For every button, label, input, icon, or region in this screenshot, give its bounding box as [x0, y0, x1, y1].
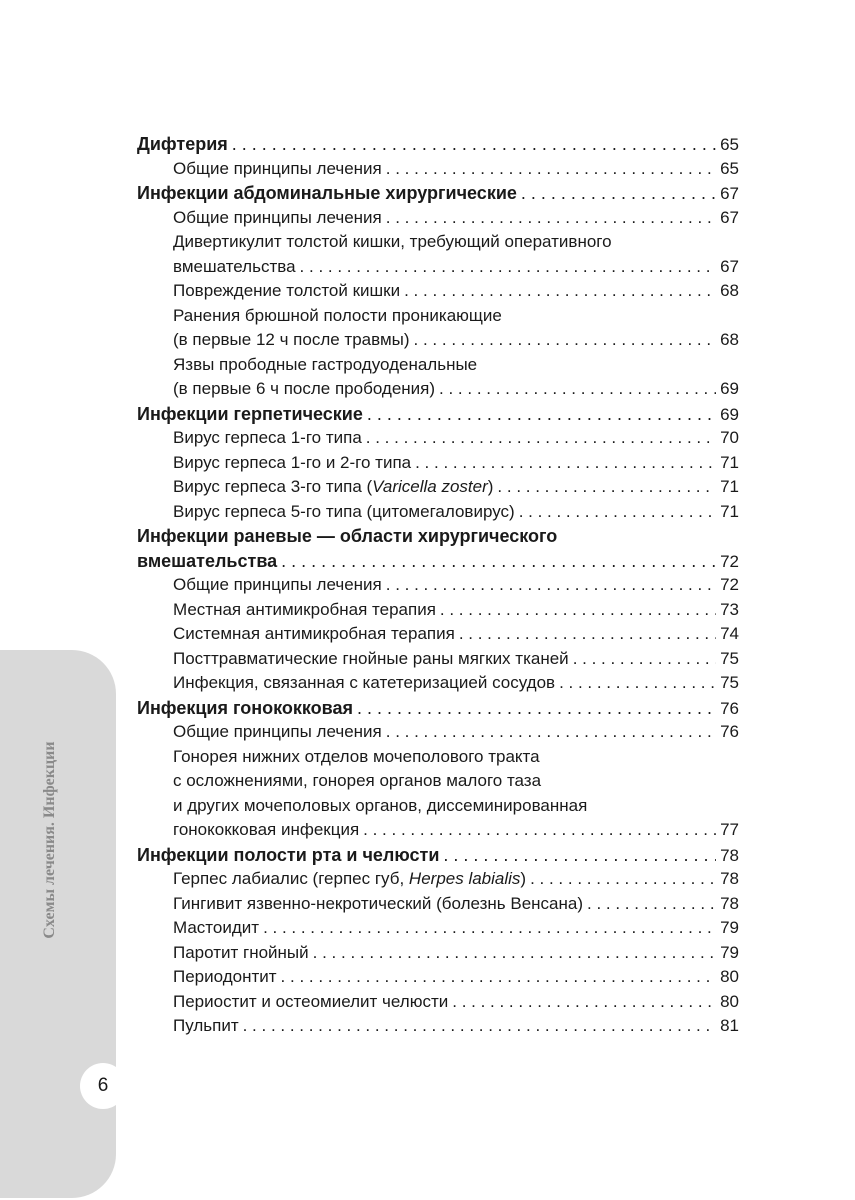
toc-entry[interactable] — [137, 328, 739, 353]
leader-dots — [243, 1014, 716, 1039]
toc-entry-title: Повреждение толстой кишки — [173, 281, 401, 300]
running-title-text: Схемы лечения. Инфекции — [41, 741, 58, 939]
leader-dots — [300, 255, 717, 280]
toc-heading[interactable] — [137, 696, 739, 721]
toc-entry-title: Вирус герпеса 5-го типа (цитомегаловирус) — [173, 501, 515, 521]
toc-entry[interactable] — [137, 500, 739, 525]
leader-dots — [497, 475, 716, 500]
toc-page-number: 70 — [720, 428, 739, 447]
toc-entry-title: Язвы прободные гастродуоденальные — [173, 354, 478, 374]
title-part: ) — [520, 869, 527, 888]
toc-page-number: 75 — [720, 673, 739, 692]
toc-entry-title: Системная антимикробная терапия — [173, 624, 455, 643]
toc-entry[interactable] — [137, 867, 739, 892]
toc-entry[interactable] — [137, 475, 739, 500]
toc-page-number: 78 — [720, 869, 739, 888]
toc-entry[interactable] — [137, 279, 739, 304]
toc-entry-title: Гингивит язвенно-некротический (болезнь Венсана) — [173, 893, 584, 913]
leader-dots — [366, 426, 716, 451]
toc-page-number: 78 — [720, 893, 739, 913]
toc-page-number: 72 — [720, 575, 739, 594]
toc-entry[interactable] — [137, 622, 739, 647]
toc-heading-title: вмешательства — [137, 550, 278, 571]
toc-entry[interactable] — [137, 941, 739, 966]
title-part: ) — [487, 477, 494, 496]
toc-entry-line[interactable] — [137, 230, 739, 255]
toc-page-number: 71 — [720, 477, 739, 496]
toc-entry-line[interactable] — [137, 304, 739, 329]
leader-dots — [232, 132, 716, 157]
toc-page-number: 71 — [720, 501, 739, 521]
toc-heading-title: Инфекции герпетические — [137, 403, 363, 424]
toc-entry-title — [173, 867, 526, 892]
toc-entry[interactable] — [137, 965, 739, 990]
toc-heading-title: Инфекция гонококковая — [137, 697, 353, 718]
toc-entry[interactable] — [137, 598, 739, 623]
leader-dots — [439, 377, 716, 402]
toc-heading-title: Инфекции полости рта и челюсти — [137, 844, 440, 865]
toc-page-number: 76 — [720, 698, 739, 718]
toc-entry-title: Общие принципы лечения — [173, 207, 382, 227]
latin-name: Varicella zoster — [372, 477, 488, 496]
page-number: 6 — [80, 1063, 126, 1109]
toc-page-number: 79 — [720, 918, 739, 937]
toc-entry[interactable] — [137, 157, 739, 182]
toc-entry-title: вмешательства — [173, 256, 296, 276]
toc-entry-title: (в первые 12 ч после травмы) — [173, 330, 410, 349]
toc-entry-title: Периодонтит — [173, 967, 277, 986]
toc-entry[interactable] — [137, 573, 739, 598]
toc-entry[interactable] — [137, 990, 739, 1015]
toc-heading[interactable] — [137, 181, 739, 206]
leader-dots — [281, 965, 717, 990]
toc-entry-title — [173, 475, 493, 500]
leader-dots — [386, 720, 716, 745]
toc-entry-title: Периостит и остеомиелит челюсти — [173, 991, 449, 1011]
leader-dots — [367, 402, 716, 427]
toc-heading[interactable] — [137, 132, 739, 157]
toc-page-number: 78 — [720, 845, 739, 865]
toc-page-number: 80 — [720, 967, 739, 986]
toc-page-number: 73 — [720, 599, 739, 619]
toc-entry-title: Дивертикулит толстой кишки, требующий оперативного — [173, 232, 612, 251]
toc-entry-title: Инфекция, связанная с катетеризацией сосудов — [173, 673, 556, 692]
toc-page-number: 74 — [720, 624, 739, 643]
leader-dots — [415, 451, 716, 476]
leader-dots — [357, 696, 716, 721]
toc-page-number: 67 — [720, 207, 739, 227]
toc-page-number: 68 — [720, 281, 739, 300]
table-of-contents — [137, 132, 739, 1039]
toc-entry-title: Паротит гнойный — [173, 942, 309, 962]
toc-entry-title: Вирус герпеса 1-го и 2-го типа — [173, 452, 412, 472]
toc-entry-title: Гонорея нижних отделов мочеполового тракта — [173, 746, 540, 766]
toc-page-number: 69 — [720, 379, 739, 398]
toc-entry[interactable] — [137, 426, 739, 451]
leader-dots — [414, 328, 717, 353]
title-part: Герпес лабиалис (герпес губ, — [173, 869, 409, 888]
toc-page-number: 65 — [720, 135, 739, 154]
toc-page-number: 81 — [720, 1016, 739, 1035]
leader-dots — [281, 549, 716, 574]
leader-dots — [530, 867, 716, 892]
toc-entry[interactable] — [137, 892, 739, 917]
toc-entry-title: Вирус герпеса 1-го типа — [173, 428, 362, 447]
toc-entry-line[interactable] — [137, 353, 739, 378]
leader-dots — [404, 279, 716, 304]
toc-page-number: 76 — [720, 722, 739, 741]
toc-heading[interactable] — [137, 402, 739, 427]
toc-entry-title: Пульпит — [173, 1016, 239, 1035]
toc-entry-title: Мастоидит — [173, 918, 260, 937]
leader-dots — [386, 206, 716, 231]
toc-heading-title: Дифтерия — [137, 134, 228, 154]
toc-entry[interactable] — [137, 255, 739, 280]
toc-entry-title: (в первые 6 ч после прободения) — [173, 379, 436, 398]
toc-heading-title: Инфекции раневые — области хирургического — [137, 526, 558, 546]
toc-page-number: 68 — [720, 330, 739, 349]
toc-entry[interactable] — [137, 647, 739, 672]
toc-entry-line[interactable] — [137, 769, 739, 794]
title-part: Вирус герпеса 3-го типа ( — [173, 477, 373, 496]
toc-entry-title: гонококковая инфекция — [173, 820, 360, 839]
toc-heading-line[interactable] — [137, 524, 739, 549]
toc-entry-title: и других мочеполовых органов, диссеминированная — [173, 795, 588, 815]
leader-dots — [521, 181, 716, 206]
toc-entry[interactable] — [137, 720, 739, 745]
leader-dots — [519, 500, 716, 525]
toc-page-number: 69 — [720, 404, 739, 424]
toc-entry-title: Общие принципы лечения — [173, 722, 382, 741]
leader-dots — [443, 843, 716, 868]
leader-dots — [263, 916, 716, 941]
leader-dots — [587, 892, 716, 917]
toc-entry-line[interactable] — [137, 745, 739, 770]
leader-dots — [573, 647, 716, 672]
leader-dots — [363, 818, 716, 843]
toc-entry-title: Ранения брюшной полости проникающие — [173, 305, 502, 325]
toc-page-number: 80 — [720, 991, 739, 1011]
toc-page-number: 67 — [720, 184, 739, 203]
toc-entry-title: Общие принципы лечения — [173, 158, 382, 178]
toc-entry[interactable] — [137, 1014, 739, 1039]
toc-heading[interactable] — [137, 843, 739, 868]
toc-entry-title: Посттравматические гнойные раны мягких тканей — [173, 648, 569, 668]
toc-page-number: 75 — [720, 648, 739, 668]
leader-dots — [559, 671, 716, 696]
toc-page-number: 77 — [720, 820, 739, 839]
toc-page-number: 72 — [720, 551, 739, 571]
leader-dots — [386, 157, 716, 182]
toc-page-number: 65 — [720, 158, 739, 178]
toc-entry[interactable] — [137, 206, 739, 231]
toc-entry-title: Местная антимикробная терапия — [173, 599, 436, 619]
toc-entry-line[interactable] — [137, 794, 739, 819]
toc-heading-title: Инфекции абдоминальные хирургические — [137, 183, 517, 203]
leader-dots — [313, 941, 716, 966]
toc-entry[interactable] — [137, 818, 739, 843]
toc-page-number: 71 — [720, 452, 739, 472]
toc-entry[interactable] — [137, 451, 739, 476]
toc-entry-title: Общие принципы лечения — [173, 575, 382, 594]
leader-dots — [452, 990, 716, 1015]
toc-heading[interactable] — [137, 549, 739, 574]
leader-dots — [386, 573, 716, 598]
toc-entry[interactable] — [137, 671, 739, 696]
toc-entry[interactable] — [137, 916, 739, 941]
toc-entry[interactable] — [137, 377, 739, 402]
latin-name: Herpes labialis — [408, 869, 521, 888]
leader-dots — [459, 622, 716, 647]
toc-page-number: 79 — [720, 942, 739, 962]
toc-page-number: 67 — [720, 256, 739, 276]
leader-dots — [440, 598, 716, 623]
toc-entry-title: с осложнениями, гонорея органов малого таза — [173, 771, 542, 790]
